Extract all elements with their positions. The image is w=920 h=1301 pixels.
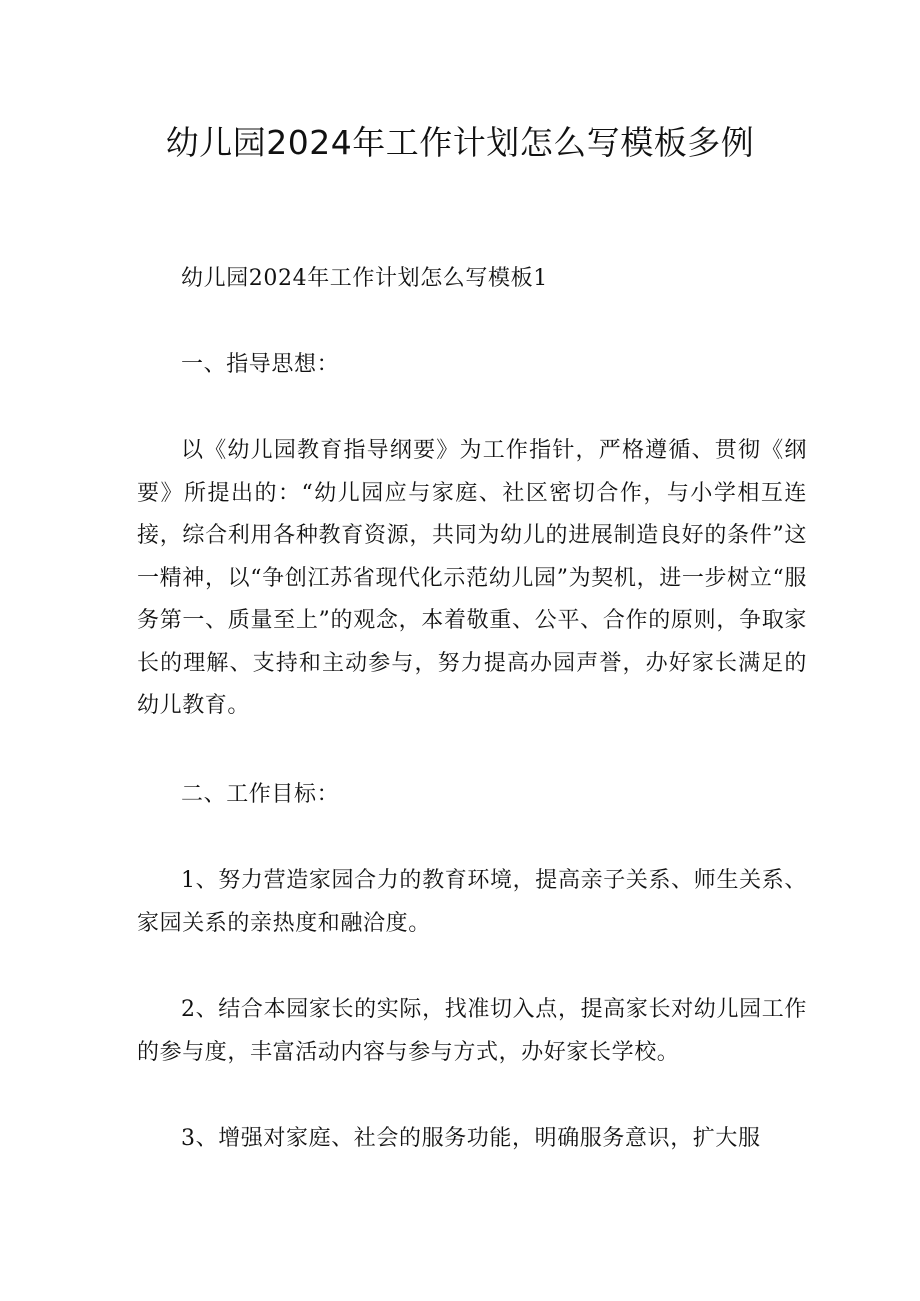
work-goal-item-1: 1、努力营造家园合力的教育环境，提高亲子关系、师生关系、家园关系的亲热度和融洽度。 [137, 868, 807, 936]
section-heading-guiding-thought: 一、指导思想： [181, 352, 340, 377]
template-subtitle: 幼儿园2024年工作计划怎么写模板1 [181, 266, 548, 291]
document-title: 幼儿园2024年工作计划怎么写模板多例 [165, 123, 755, 162]
guiding-thought-paragraph: 以《幼儿园教育指导纲要》为工作指针，严格遵循、贯彻《纲要》所提出的：“幼儿园应与家庭、社区密切合作，与小学相互连接，综合利用各种教育资源，共同为幼儿的进展制造良好的条件”这一精神，以“争创江苏省现代化示范幼儿园”为契机，进一步树立“服务第一、质量至上”的观念，本着敬重、公平、合作的原则，争取家长的理解、支持和主动参与，努力提高办园声誉，办好家长满足的幼儿教育。 [137, 438, 807, 718]
work-goal-item-2: 2、结合本园家长的实际，找准切入点，提高家长对幼儿园工作的参与度，丰富活动内容与参与方式，办好家长学校。 [137, 997, 807, 1065]
work-goal-item-3: 3、增强对家庭、社会的服务功能，明确服务意识，扩大服 [181, 1126, 761, 1151]
section-heading-work-goals: 二、工作目标： [181, 782, 340, 807]
